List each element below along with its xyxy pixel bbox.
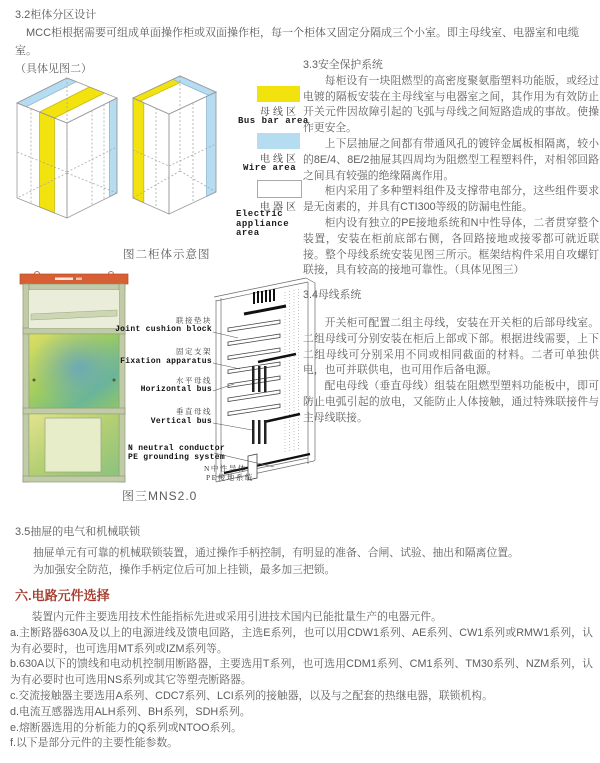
component-item-f: f.以下是部分元件的主要性能参数。	[10, 737, 178, 750]
legend-swatch-busbar	[257, 86, 300, 102]
component-item-b: b.630A以下的馈线和电动机控制用断路器，主要选用T系列，也可选用CDM1系列、CM1系列、TM30系列、NZM系列，认为有必要时也可选用NS系列或其它等塑壳断路器。	[10, 658, 593, 687]
legend-label-appliance-en: Electric appliance area	[236, 209, 290, 238]
component-item-e: e.熔断器选用的分析能力的Q系列或NTOO系列。	[10, 721, 242, 734]
figure2-caption: 图二柜体示意图	[123, 249, 211, 261]
section-3-2-heading: 3.2柜体分区设计	[15, 9, 97, 21]
label-fixation-en: Fixation apparatus	[120, 357, 212, 366]
section-3-4-paragraph-2: 配电母线（垂直母线）组装在阻燃型塑料功能板中，即可防止电弧引起的放电，又能防止人体接触，通过特殊联接件与主母线联接。	[303, 380, 599, 424]
section-3-4-paragraph-1: 开关柜可配置二组主母线，安装在开关柜的后部母线室。二组母线可分别安装在柜后上部或下部。根据进线需要，上下二组母线可分别采用不同或相同截面的材料。二者可单独供电，也可并联供电，也可用作后备电源。	[303, 316, 599, 377]
label-joint-cushion-en: Joint cushion block	[115, 325, 212, 334]
right-text-column	[303, 58, 599, 427]
wire-band-cyan-right2	[207, 92, 216, 196]
wire-band-cyan-right	[110, 98, 118, 197]
legend-swatch-wire	[257, 133, 300, 149]
section-3-4-heading: 3.4母线系统	[303, 289, 362, 302]
legend-label-busbar-cn: 母线区	[260, 107, 299, 118]
component-item-c: c.交流接触器主要选用A系列、CDC7系列、LCI系列的接触器，以及与之配套的热继电器，联锁机构。	[10, 689, 493, 702]
label-vertical-bus-cn: 垂直母线	[176, 407, 212, 416]
photo-upper-opening	[29, 290, 119, 328]
label-pe-grounding-cn: PE接地系统	[206, 473, 254, 482]
section-3-2-body: MCC柜根据需要可组成单面操作柜或双面操作柜，每一个柜体又固定分隔成三个小室。即主母线室、电器室和电缆室。	[15, 27, 580, 57]
section-3-3-heading: 3.3安全保护系统	[303, 59, 383, 71]
figure3-caption: 图三MNS2.0	[122, 489, 198, 503]
busbar-band-yellow-front	[40, 112, 55, 213]
cabinet-photo	[15, 270, 133, 488]
cabinet-structure-figure	[115, 270, 320, 508]
label-neutral-conductor-cn: N中性导体	[204, 464, 247, 473]
cabinet-single-illustration	[133, 76, 216, 214]
component-selection-list	[10, 610, 593, 752]
section-3-5-paragraph-1: 抽屉单元有可靠的机械联锁装置，通过操作手柄控制，有明显的准备、合闸、试验、抽出和隔离位置。	[33, 547, 519, 559]
photo-orange-header-bar	[20, 274, 128, 284]
section-3-3-paragraph-3: 柜内采用了多种塑料组件及支撑带电部分，这些组件要求是无卤素的，并具有CTI300等级的防漏电性能。	[303, 185, 599, 214]
section-3-3-paragraph-1: 每柜设有一块阻燃型的高密度聚氨脂塑料功能版，或经过电镀的隔板安装在主母线室与电器室之间，其作用为有效防止开关元件因故障引起的飞弧与母线之间短路造成的事故。使操作更安全。	[303, 74, 599, 135]
section-3-3-paragraph-2: 上下层抽屉之间都有带通风孔的镀锌金属板相隔离，较小的8E/4、8E/2抽屉其四周均为阻燃型工程塑料件，对相邻回路之间具有较强的绝缘隔离作用。	[303, 137, 599, 182]
legend-swatch-appliance	[257, 180, 302, 198]
photo-panel-blotch	[29, 334, 119, 408]
label-fixation-cn: 固定支架	[176, 347, 212, 356]
legend-label-appliance-cn: 电器区	[260, 202, 299, 213]
legend-label-busbar-en: Bus bar area	[238, 116, 309, 126]
photo-lower-opening	[45, 418, 101, 472]
component-item-a: a.主断路器630A及以上的电源进线及馈电回路，主选E系列，也可以用CDW1系列、AE系列、CW1系列或RMW1系列，认为有必要时，也可选用MT系列或IZM系列等。	[10, 626, 593, 655]
section-3-2-note: （具体见图二）	[15, 63, 92, 75]
section-3-3-paragraph-4: 柜内设有独立的PE接地系统和N中性导体，二者贯穿整个装置，安装在柜前底部右侧，各回路接地或接零都可就近联接。整个母线系统安装见图三所示。框架结构件采用自攻螺钉联接，具有较高的接地可靠性。（具体见图三）	[303, 216, 599, 277]
section-3-5-heading: 3.5抽屉的电气和机械联锁	[15, 526, 141, 538]
label-vertical-bus-en: Vertical bus	[150, 417, 212, 426]
label-pe-grounding-en: PE grounding system	[128, 453, 225, 462]
cabinet-double-illustration	[17, 78, 117, 218]
legend-label-wire-cn: 电线区	[260, 154, 299, 165]
label-neutral-conductor-en: N neutral conductor	[128, 444, 225, 453]
vertical-bus-bars	[252, 366, 267, 444]
label-horizontal-bus-en: Horizontal bus	[140, 385, 212, 394]
wire-band-cyan-top2	[173, 76, 216, 95]
section-3-5-paragraph-2: 为加强安全防范，操作手柄定位后可加上挂锁，最多加三把锁。	[33, 564, 336, 576]
components-intro: 装置内元件主要选用技术性能指标先进或采用引进技术国内已能批量生产的电器元件。	[31, 611, 442, 623]
section-6-heading: 六.电路元件选择	[15, 588, 110, 603]
legend-label-wire-en: Wire area	[243, 163, 297, 173]
label-joint-cushion-cn: 联接垫块	[176, 316, 212, 325]
component-item-d: d.电流互感器选用ALH系列、BH系列，SDH系列。	[10, 705, 251, 718]
label-horizontal-bus-cn: 水平母线	[176, 376, 212, 385]
